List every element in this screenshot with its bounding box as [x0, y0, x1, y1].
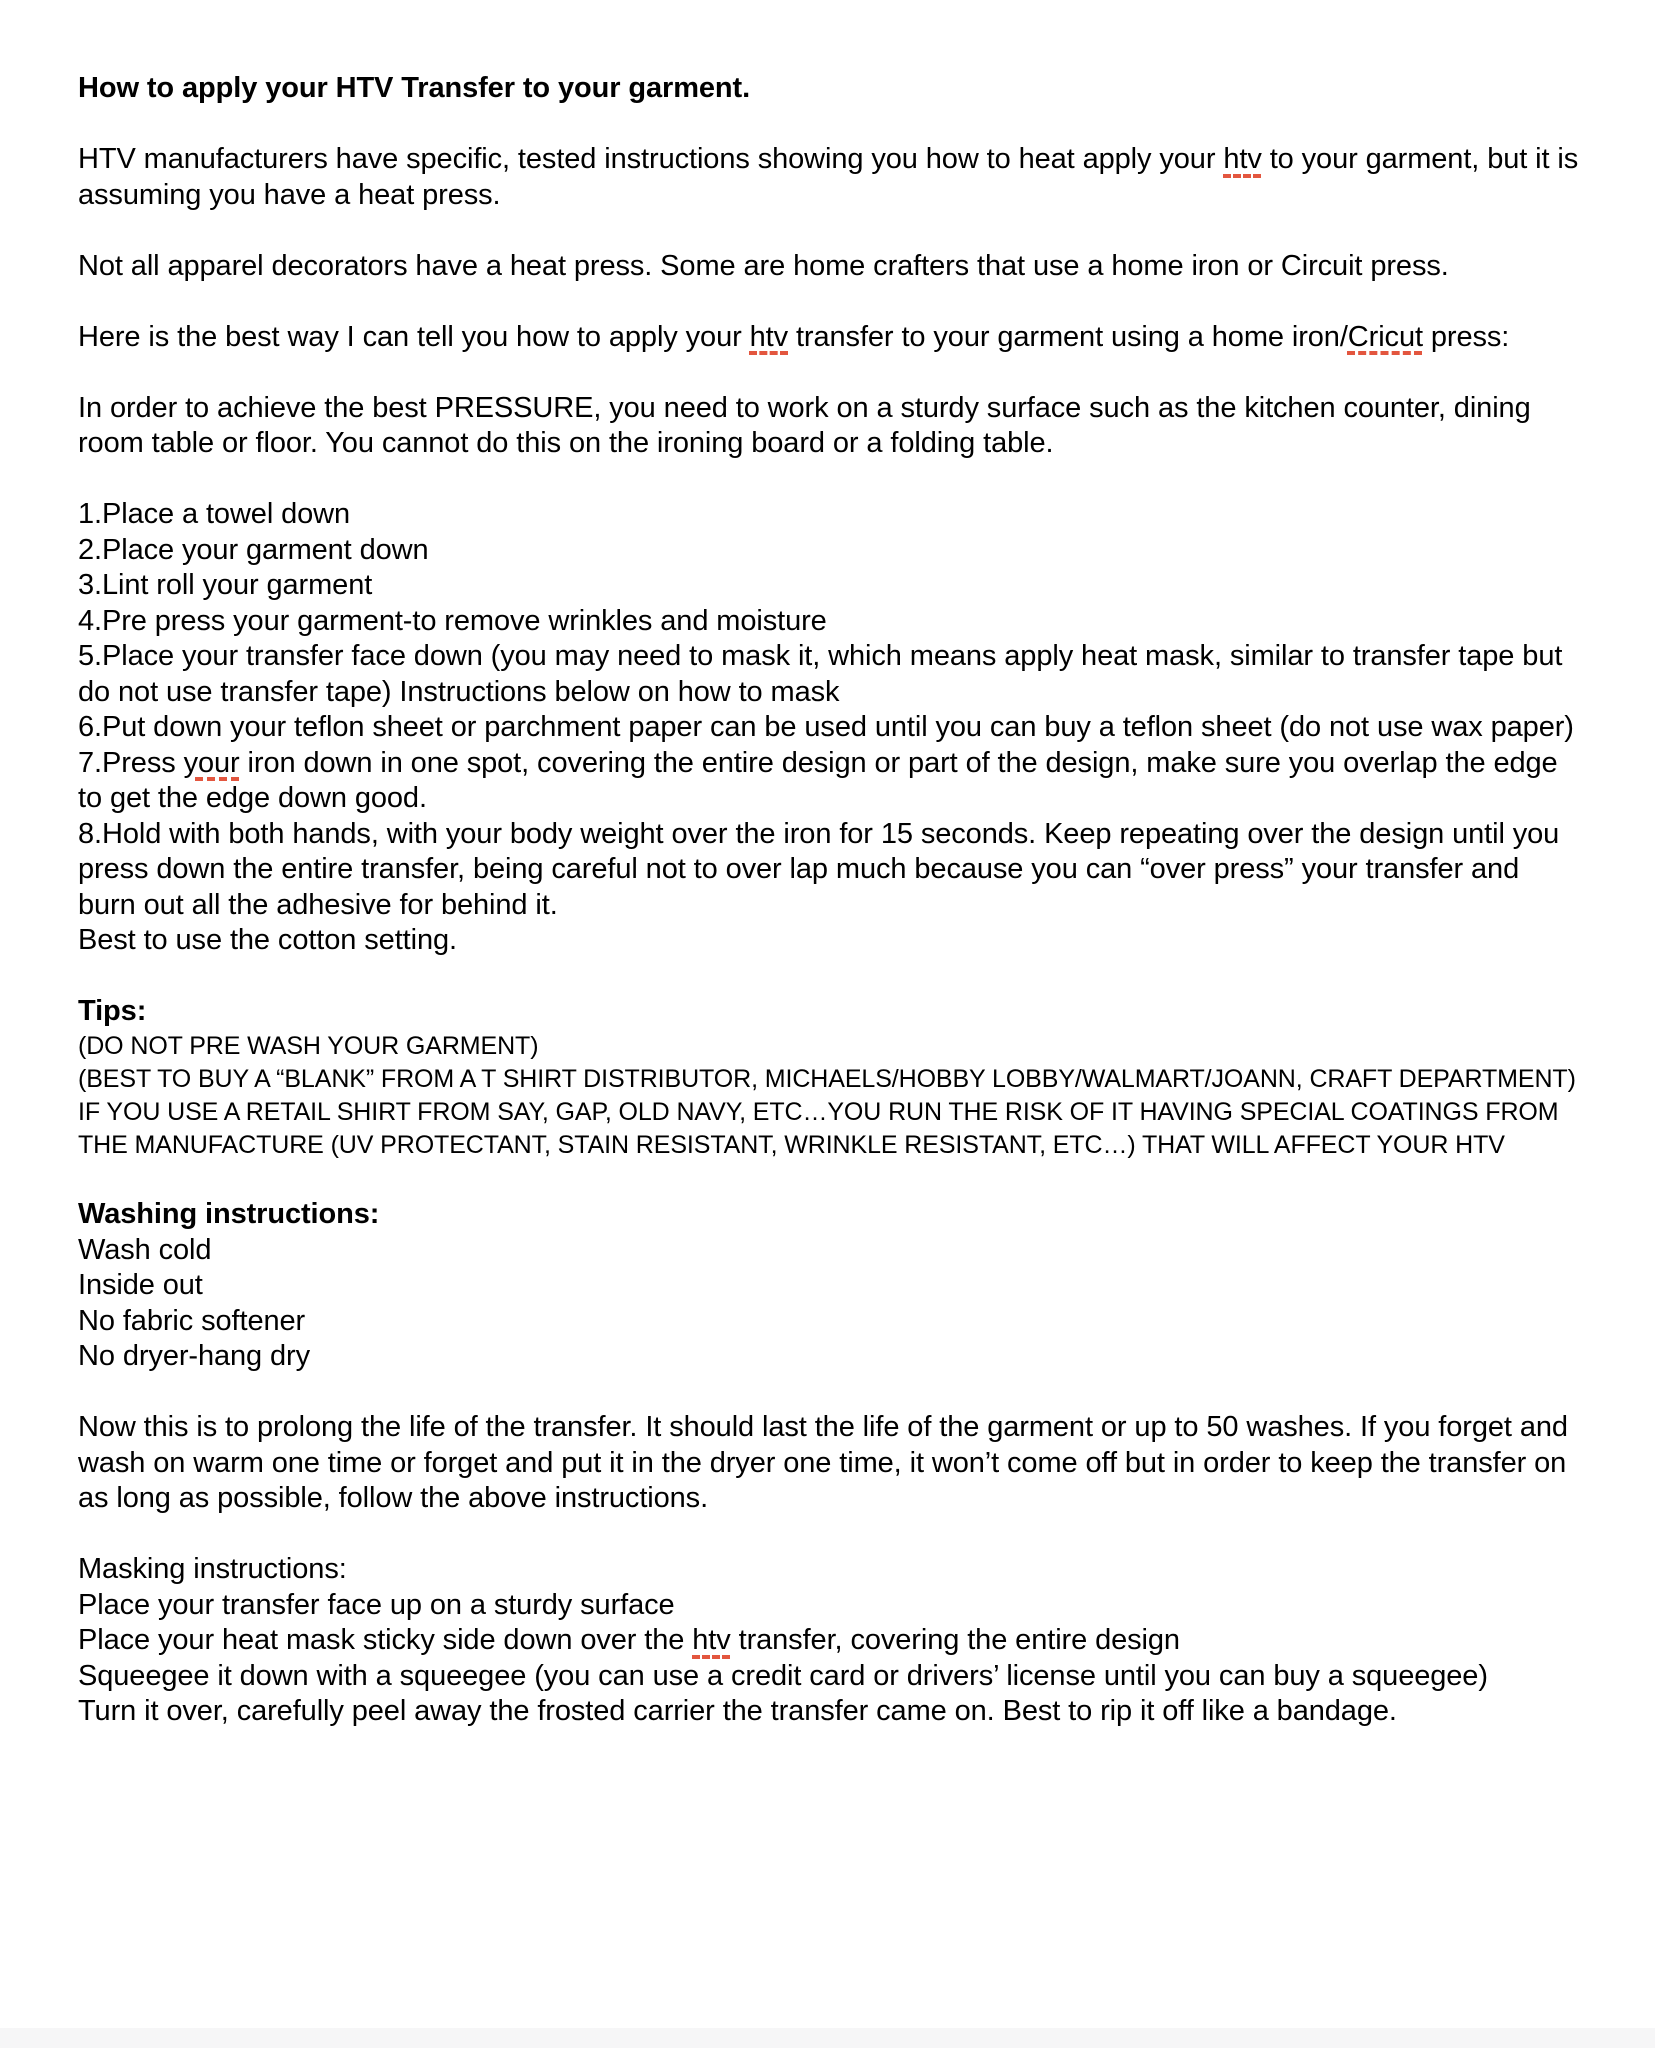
text-segment: Here is the best way I can tell you how to apply your: [78, 320, 750, 353]
text-segment: transfer to your garment using a home iron/: [788, 320, 1348, 353]
masking-step-4: [78, 1694, 1580, 1730]
misspelled-word: htv: [692, 1624, 731, 1656]
step-item-8: [78, 817, 1580, 924]
step-item-3: [78, 568, 1580, 604]
cotton-setting-note: Best to use the cotton setting.: [78, 924, 457, 956]
washing-rule-4: No dryer-hang dry: [78, 1340, 311, 1372]
washing-rule-3: No fabric softener: [78, 1304, 306, 1337]
tip-item-1: (DO NOT PRE WASH YOUR GARMENT): [78, 1031, 539, 1060]
washing-rule-1: Wash cold: [78, 1233, 212, 1266]
text-segment: 1.Place a towel down: [78, 498, 351, 530]
misspelled-word: Cricut: [1347, 320, 1423, 353]
text-segment: 4.Pre press your garment-to remove wrinkles and moisture: [78, 604, 827, 637]
text-segment: 6.Put down your teflon sheet or parchment paper can be used until you can buy a teflon sheet (do not use wax paper): [78, 711, 1574, 743]
document-title: How to apply your HTV Transfer to your garment.: [78, 72, 751, 104]
step-item-2: [78, 533, 1580, 569]
masking-instructions-heading: Masking instructions:: [78, 1553, 347, 1585]
masking-step-1: [78, 1588, 1580, 1624]
step-item-5: [78, 639, 1580, 710]
text-segment: 3.Lint roll your garment: [78, 569, 373, 601]
document-page: [78, 71, 1580, 1730]
text-segment: Place your heat mask sticky side down over the: [78, 1624, 693, 1656]
text-segment: 2.Place your garment down: [78, 533, 429, 566]
text-segment: transfer, covering the entire design: [730, 1624, 1180, 1656]
misspelled-word: htv: [749, 320, 789, 353]
page-bottom-edge: [0, 2028, 1655, 2048]
masking-step-3: [78, 1659, 1580, 1695]
misspelled-word: htv: [1223, 143, 1262, 175]
paragraph-prolong: Now this is to prolong the life of the transfer. It should last the life of the garment or up to 50 washes. If you forget and wash on warm one time or forget and put it in the dryer one time, it won’t come off but in order to keep the transfer on as long as possible, follow the above instructions.: [78, 1411, 1568, 1514]
paragraph-pressure: In order to achieve the best PRESSURE, you need to work on a sturdy surface such as the kitchen counter, dining room table or floor. You cannot do this on the ironing board or a folding table.: [78, 391, 1531, 459]
misspelled-word: your: [183, 746, 240, 779]
paragraph-decorators: Not all apparel decorators have a heat press. Some are home crafters that use a home iron or Circuit press.: [78, 249, 1449, 282]
step-item-1: [78, 497, 1580, 533]
text-segment: 5.Place your transfer face down (you may need to mask it, which means apply heat mask, similar to transfer tape but do not use transfer tape) Instructions below on how to mask: [78, 640, 1563, 708]
tip-item-3: IF YOU USE A RETAIL SHIRT FROM SAY, GAP, OLD NAVY, ETC…YOU RUN THE RISK OF IT HAVING SPECIAL COATINGS FROM THE MANUFACTURE (UV PROTECTANT, STAIN RESISTANT, WRINKLE RESISTANT, ETC…) THAT WILL AFFECT YOUR HTV: [78, 1097, 1559, 1159]
masking-step-2: [78, 1623, 1580, 1659]
tip-item-2: (BEST TO BUY A “BLANK” FROM A T SHIRT DISTRIBUTOR, MICHAELS/HOBBY LOBBY/WALMART/JOANN, CRAFT DEPARTMENT): [78, 1064, 1576, 1093]
text-segment: Squeegee it down with a squeegee (you can use a credit card or drivers’ license until you can buy a squeegee): [78, 1659, 1488, 1692]
text-segment: HTV manufacturers have specific, tested instructions showing you how to heat apply your: [78, 143, 1224, 175]
tips-heading: Tips:: [78, 995, 147, 1027]
text-segment: press:: [1422, 320, 1510, 353]
step-item-4: [78, 604, 1580, 640]
washing-rule-2: Inside out: [78, 1269, 203, 1301]
text-segment: iron down in one spot, covering the entire design or part of the design, make sure you overlap the edge to get the edge down good.: [78, 746, 1558, 814]
step-item-7: [78, 746, 1580, 817]
text-segment: Turn it over, carefully peel away the frosted carrier the transfer came on. Best to rip it off like a bandage.: [78, 1695, 1397, 1727]
text-segment: to your garment, but it is assuming you have a heat press.: [78, 143, 1579, 211]
washing-instructions-heading: Washing instructions:: [78, 1198, 380, 1230]
text-segment: Place your transfer face up on a sturdy surface: [78, 1588, 675, 1621]
step-item-6: [78, 710, 1580, 746]
paragraph-best-way: [78, 320, 1580, 356]
text-segment: 7.Press: [78, 746, 184, 779]
text-segment: 8.Hold with both hands, with your body weight over the iron for 15 seconds. Keep repeating over the design until you press down the entire transfer, being careful not to over lap much because you can “over press” your transfer and burn out all the adhesive for behind it.: [78, 817, 1560, 921]
paragraph-intro: [78, 142, 1580, 213]
